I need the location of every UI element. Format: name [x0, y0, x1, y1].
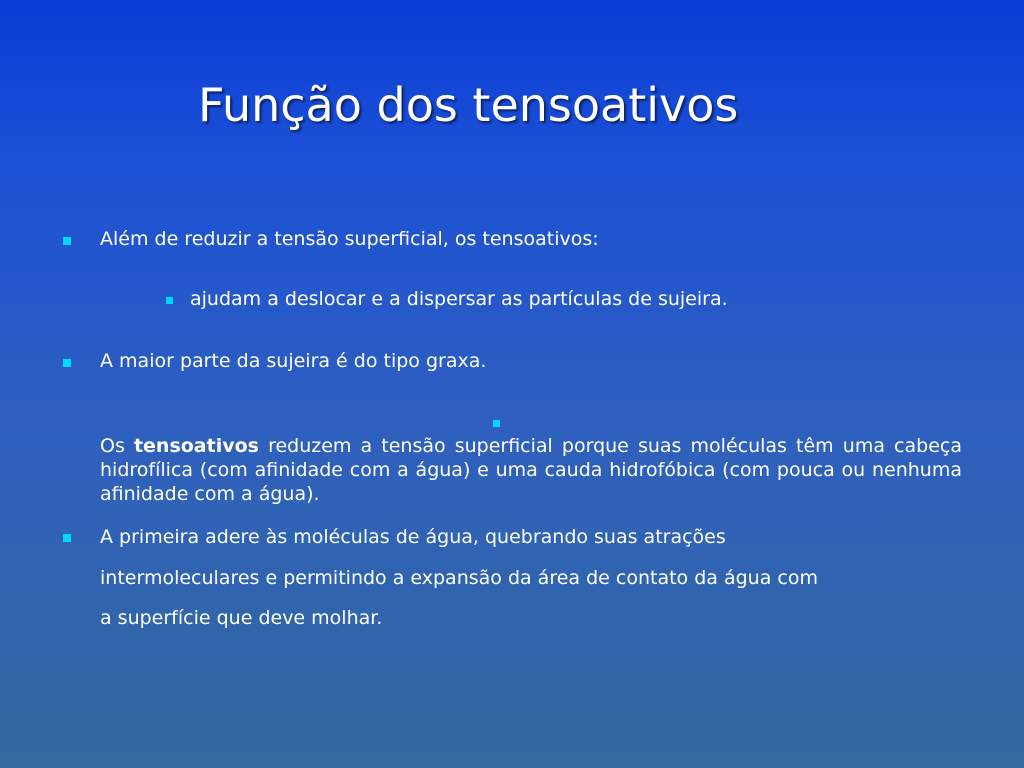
slide-title: Função dos tensoativos: [198, 78, 739, 132]
bullet-marker: [63, 359, 71, 367]
bullet-text: A maior parte da sujeira é do tipo graxa.: [100, 350, 487, 372]
sub-bullet-marker: [166, 297, 173, 304]
bullet-text-line: intermoleculares e permitindo a expansão da área de contato da água com: [100, 567, 818, 589]
bullet-marker: [63, 237, 71, 245]
paragraph-bold-term: tensoativos: [133, 435, 259, 457]
definition-paragraph: [100, 434, 962, 506]
paragraph-rest: reduzem a tensão superficial porque suas moléculas têm uma cabeça hidrofílica (com afinidade com a água) e uma cauda hidrofóbica (com pouca ou nenhuma afinidade com a água).: [100, 435, 962, 505]
bullet-text-line: A primeira adere às moléculas de água, quebrando suas atrações: [100, 526, 726, 548]
bullet-marker: [63, 534, 71, 542]
sub-bullet-text: ajudam a deslocar e a dispersar as partículas de sujeira.: [190, 288, 728, 310]
paragraph-prefix: Os: [100, 435, 134, 457]
stray-bullet-marker: [493, 420, 500, 427]
bullet-text: Além de reduzir a tensão superficial, os tensoativos:: [100, 228, 599, 250]
bullet-text-line: a superfície que deve molhar.: [100, 607, 383, 629]
